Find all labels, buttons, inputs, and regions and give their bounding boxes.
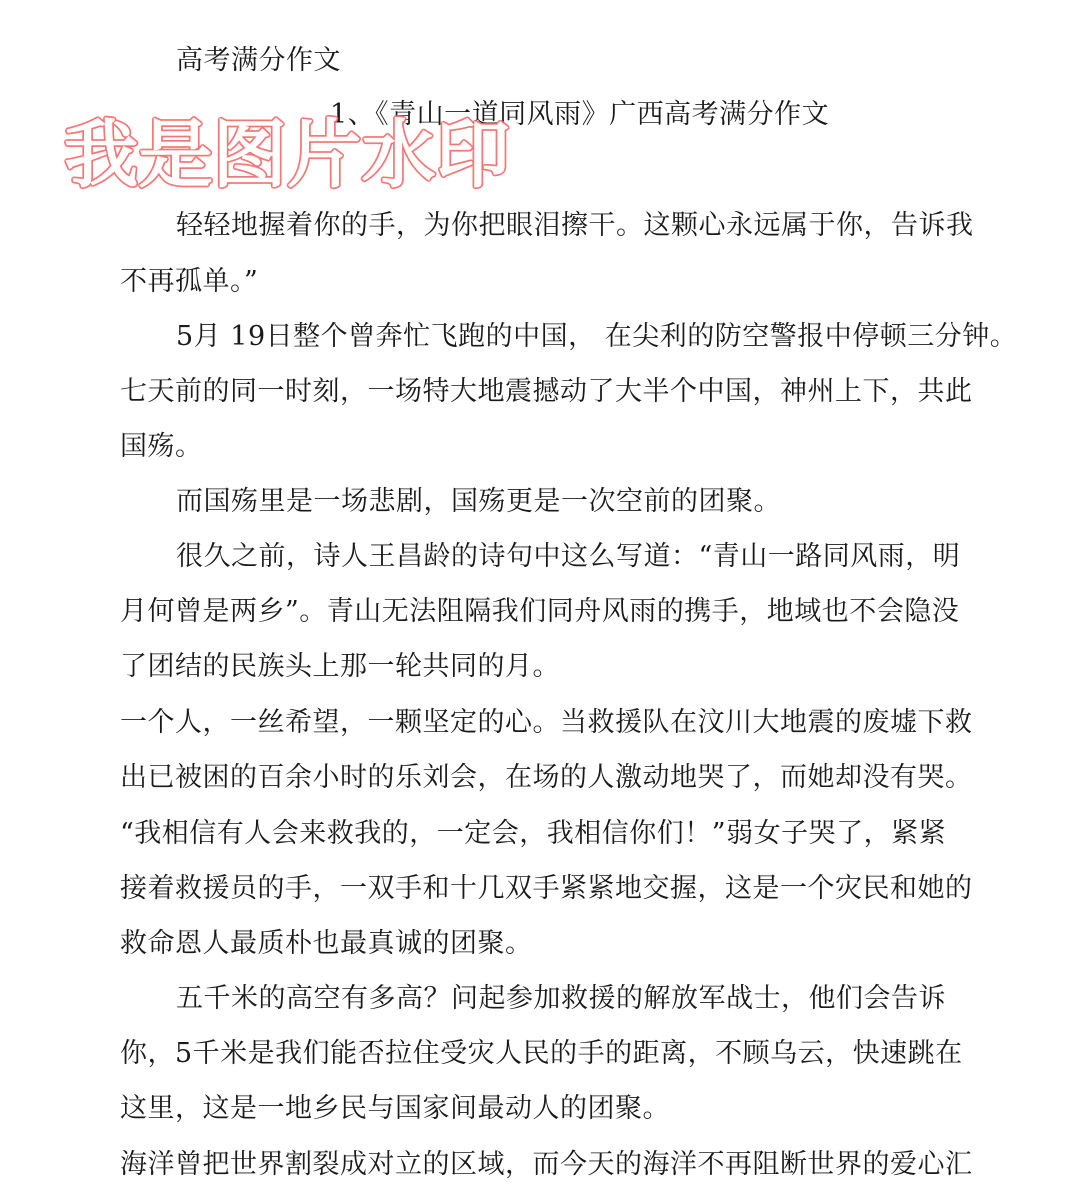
text-line: 了团结的民族头上那一轮共同的月。 <box>120 651 560 682</box>
text-line: 国殇。 <box>120 431 203 462</box>
text-line: 而国殇里是一场悲剧，国殇更是一次空前的团聚。 <box>176 486 781 517</box>
text-line: 很久之前，诗人王昌龄的诗句中这么写道：“青山一路同风雨，明 <box>176 541 961 572</box>
watermark-text: 我是图片水印 <box>64 112 511 198</box>
text-line: 5月 19日整个曾奔忙飞跑的中国， 在尖利的防空警报中停顿三分钟。 <box>176 321 1018 352</box>
text-line: 不再孤单。” <box>120 266 259 297</box>
text-line: 五千米的高空有多高？问起参加救援的解放军战士，他们会告诉 <box>176 983 946 1014</box>
text-line: 出已被困的百余小时的乐刘会，在场的人激动地哭了，而她却没有哭。 <box>120 762 973 793</box>
image-watermark <box>62 112 514 198</box>
text-line: 这里，这是一地乡民与国家间最动人的团聚。 <box>120 1093 670 1124</box>
text-line: 一个人，一丝希望，一颗坚定的心。当救援队在汶川大地震的废墟下救 <box>120 707 973 738</box>
doc-header: 高考满分作文 <box>176 45 341 76</box>
text-line: 月何曾是两乡”。青山无法阻隔我们同舟风雨的携手，地域也不会隐没 <box>120 596 960 627</box>
text-line: “我相信有人会来救我的，一定会，我相信你们！”弱女子哭了，紧紧 <box>120 818 947 849</box>
text-line: 接着救援员的手，一双手和十几双手紧紧地交握，这是一个灾民和她的 <box>120 873 973 904</box>
text-line: 救命恩人最质朴也最真诚的团聚。 <box>120 928 533 959</box>
text-line: 轻轻地握着你的手，为你把眼泪擦干。这颗心永远属于你，告诉我 <box>176 210 974 241</box>
text-line: 七天前的同一时刻，一场特大地震撼动了大半个中国，神州上下，共此 <box>120 376 973 407</box>
text-line: 海洋曾把世界割裂成对立的区域，而今天的海洋不再阻断世界的爱心汇 <box>120 1149 973 1180</box>
text-line: 你，5千米是我们能否拉住受灾人民的手的距离，不顾乌云，快速跳在 <box>120 1038 963 1069</box>
doc-title: 1、《青山一道同风雨》广西高考满分作文 <box>330 99 830 130</box>
